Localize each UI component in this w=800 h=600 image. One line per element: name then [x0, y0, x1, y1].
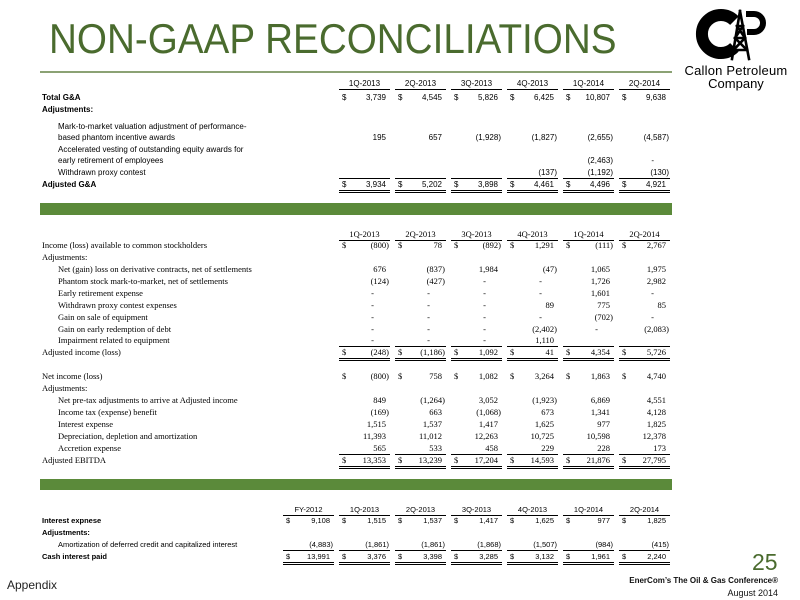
cell-value: 13,239 [418, 455, 442, 465]
cell-value: (2,083) [644, 324, 669, 334]
cell-value: 1,341 [590, 407, 610, 417]
cell-value: (124) [370, 276, 389, 286]
cell-value: 173 [653, 443, 666, 453]
cell-value: 758 [429, 371, 442, 381]
cell-value: 4,921 [645, 180, 666, 189]
row-label: early retirement of employees [58, 156, 164, 165]
cell-value: (169) [370, 407, 389, 417]
cell-value: - [427, 288, 430, 298]
cell-value: (47) [542, 264, 557, 274]
column-header: 4Q-2013 [507, 78, 558, 90]
column-header: 3Q-2013 [451, 504, 502, 516]
dollar-sign: $ [398, 516, 403, 525]
cell-value: 775 [597, 300, 610, 310]
cell-value: - [483, 276, 486, 286]
row-label: Adjustments: [42, 528, 90, 537]
column-header: 1Q-2013 [339, 504, 390, 516]
row-label: Amortization of deferred credit and capitalized interest [58, 540, 238, 549]
cell-value: 13,991 [307, 552, 330, 561]
cell-value: (1,861) [421, 540, 445, 549]
value-cell [619, 551, 670, 565]
cell-value: 228 [597, 443, 610, 453]
cell-value: 1,537 [423, 516, 442, 525]
cell-value: 1,417 [478, 419, 498, 429]
value-cell [563, 551, 614, 565]
column-header: 2Q-2013 [395, 78, 446, 90]
value-cell [283, 515, 334, 526]
cell-value: (248) [370, 347, 389, 357]
cell-value: (1,186) [420, 347, 445, 357]
cell-value: - [483, 335, 486, 345]
cell-value: 11,393 [362, 431, 386, 441]
row-label: Cash interest paid [42, 552, 108, 561]
cell-value: (800) [370, 371, 389, 381]
conference-name: EnerCom’s The Oil & Gas Conference® [629, 576, 778, 585]
value-cell [339, 515, 390, 526]
row-label: based phantom incentive awards [58, 133, 175, 142]
cell-value: - [539, 276, 542, 286]
cell-value: (1,827) [531, 133, 557, 142]
cell-value: (427) [426, 276, 445, 286]
cell-value: 2,767 [646, 240, 666, 250]
cell-value: 663 [429, 407, 442, 417]
cell-value: 676 [373, 264, 386, 274]
cell-value: 1,110 [535, 335, 554, 345]
cell-value: - [483, 324, 486, 334]
value-cell [507, 515, 558, 526]
dollar-sign: $ [342, 455, 347, 465]
row-label: Adjusted G&A [42, 180, 97, 189]
cell-value: 229 [541, 443, 554, 453]
dollar-sign: $ [566, 516, 571, 525]
dollar-sign: $ [622, 240, 627, 250]
cell-value: 3,264 [534, 371, 554, 381]
cell-value: 3,132 [535, 552, 554, 561]
dollar-sign: $ [622, 93, 627, 102]
cell-value: 5,202 [421, 180, 442, 189]
cell-value: - [483, 312, 486, 322]
row-label: Net pre-tax adjustments to arrive at Adjusted income [58, 395, 238, 405]
cell-value: 3,285 [479, 552, 498, 561]
cell-value: 12,263 [474, 431, 498, 441]
row-label: Interest expnese [42, 516, 102, 525]
cell-value: 10,807 [585, 93, 610, 102]
cell-value: 4,496 [589, 180, 610, 189]
cell-value: (1,861) [365, 540, 389, 549]
cell-value: (1,507) [533, 540, 557, 549]
cell-value: 4,354 [590, 347, 610, 357]
row-label: Accretion expense [58, 443, 122, 453]
cell-value: (702) [594, 312, 613, 322]
cell-value: 5,726 [646, 347, 666, 357]
cell-value: (137) [538, 168, 557, 177]
row-label: Depreciation, depletion and amortization [58, 431, 198, 441]
cell-value: 9,638 [645, 93, 666, 102]
dollar-sign: $ [622, 371, 627, 381]
column-header: 2Q-2013 [395, 229, 446, 241]
cell-value: 4,740 [646, 371, 666, 381]
cell-value: - [427, 312, 430, 322]
cell-value: 673 [541, 407, 554, 417]
value-cell [507, 551, 558, 565]
dollar-sign: $ [398, 240, 403, 250]
dollar-sign: $ [398, 180, 403, 189]
cell-value: (984) [595, 540, 613, 549]
dollar-sign: $ [454, 516, 459, 525]
cell-value: - [483, 288, 486, 298]
cell-value: 1,515 [366, 419, 386, 429]
row-label: Income (loss) available to common stockholders [42, 240, 207, 250]
column-header: 1Q-2014 [563, 78, 614, 90]
dollar-sign: $ [286, 516, 291, 525]
dollar-sign: $ [398, 455, 403, 465]
dollar-sign: $ [566, 93, 571, 102]
row-label: Adjustments: [42, 105, 94, 114]
cell-value: 195 [372, 133, 386, 142]
cell-value: 3,398 [423, 552, 442, 561]
cell-value: (2,463) [587, 156, 613, 165]
column-header: 3Q-2013 [451, 78, 502, 90]
cell-value: 1,291 [534, 240, 554, 250]
row-label: Net income (loss) [42, 371, 103, 381]
cell-value: 4,461 [533, 180, 554, 189]
row-label: Gain on early redemption of debt [58, 324, 172, 334]
cell-value: (1,868) [477, 540, 501, 549]
row-label: Gain on sale of equipment [58, 312, 148, 322]
cell-value: - [371, 324, 374, 334]
dollar-sign: $ [454, 371, 459, 381]
cell-value: 1,625 [535, 516, 554, 525]
cell-value: 977 [597, 516, 610, 525]
dollar-sign: $ [398, 93, 403, 102]
value-cell [283, 539, 334, 551]
column-header: 3Q-2013 [451, 229, 502, 241]
dollar-sign: $ [454, 552, 459, 561]
cell-value: 458 [485, 443, 498, 453]
cell-value: 1,825 [646, 419, 666, 429]
row-label: Adjustments: [42, 252, 88, 262]
cell-value: - [427, 300, 430, 310]
cell-value: 10,598 [586, 431, 610, 441]
dollar-sign: $ [510, 455, 515, 465]
dollar-sign: $ [510, 552, 515, 561]
cell-value: 565 [373, 443, 386, 453]
row-label: Withdrawn proxy contest [58, 168, 146, 177]
dollar-sign: $ [454, 93, 459, 102]
cell-value: 1,825 [647, 516, 666, 525]
cell-value: 1,601 [590, 288, 610, 298]
value-cell [619, 539, 670, 551]
cell-value: (130) [650, 168, 669, 177]
cell-value: 3,898 [477, 180, 498, 189]
cell-value: (1,928) [475, 133, 501, 142]
value-cell [395, 551, 446, 565]
dollar-sign: $ [342, 180, 347, 189]
cell-value: 533 [429, 443, 442, 453]
cell-value: 78 [433, 240, 442, 250]
dollar-sign: $ [454, 180, 459, 189]
row-label: Net (gain) loss on derivative contracts, net of settlements [58, 264, 252, 274]
dollar-sign: $ [510, 371, 515, 381]
cell-value: (415) [651, 540, 669, 549]
row-label: Withdrawn proxy contest expenses [58, 300, 177, 310]
dollar-sign: $ [622, 455, 627, 465]
dollar-sign: $ [398, 371, 403, 381]
value-cell [563, 515, 614, 526]
row-label: Accelerated vesting of outstanding equity awards for [58, 145, 244, 154]
column-header: 1Q-2013 [339, 78, 390, 90]
cell-value: 41 [545, 347, 554, 357]
cell-value: 10,725 [530, 431, 554, 441]
dollar-sign: $ [454, 240, 459, 250]
dollar-sign: $ [622, 347, 627, 357]
cell-value: (837) [426, 264, 445, 274]
cell-value: 1,961 [591, 552, 610, 561]
cell-value: 27,795 [642, 455, 666, 465]
cell-value: 977 [597, 419, 610, 429]
dollar-sign: $ [342, 347, 347, 357]
cell-value: - [371, 335, 374, 345]
logo-text-line1: Callon Petroleum [684, 63, 788, 78]
page-number: 25 [752, 549, 778, 575]
cell-value: 6,869 [590, 395, 610, 405]
value-cell [507, 539, 558, 551]
cell-value: 657 [428, 133, 442, 142]
cell-value: (1,264) [420, 395, 445, 405]
dollar-sign: $ [398, 552, 403, 561]
cell-value: - [539, 312, 542, 322]
dollar-sign: $ [566, 371, 571, 381]
row-label: Income tax (expense) benefit [58, 407, 157, 417]
row-label: Adjustments: [42, 383, 88, 393]
dollar-sign: $ [510, 180, 515, 189]
cell-value: (1,192) [587, 168, 613, 177]
cell-value: (800) [370, 240, 389, 250]
cell-value: - [651, 288, 654, 298]
dollar-sign: $ [342, 371, 347, 381]
cell-value: 1,984 [478, 264, 498, 274]
value-cell [339, 551, 390, 565]
row-label: Impairment related to equipment [58, 335, 170, 345]
row-label: Early retirement expense [58, 288, 143, 298]
dollar-sign: $ [622, 180, 627, 189]
dollar-sign: $ [342, 240, 347, 250]
cell-value: (4,883) [309, 540, 333, 549]
value-cell [451, 515, 502, 526]
dollar-sign: $ [566, 240, 571, 250]
cell-value: (4,587) [643, 133, 669, 142]
dollar-sign: $ [622, 552, 627, 561]
cell-value: 1,625 [534, 419, 554, 429]
column-header: 2Q-2014 [619, 78, 670, 90]
dollar-sign: $ [342, 516, 347, 525]
cell-value: 2,982 [646, 276, 666, 286]
dollar-sign: $ [566, 552, 571, 561]
column-header: 1Q-2014 [563, 229, 614, 241]
dollar-sign: $ [566, 455, 571, 465]
cell-value: (1,923) [532, 395, 557, 405]
cell-value: 13,353 [362, 455, 386, 465]
dollar-sign: $ [454, 347, 459, 357]
value-cell [619, 515, 670, 526]
column-header: 2Q-2014 [619, 504, 670, 516]
cell-value: 9,108 [311, 516, 330, 525]
column-header: 1Q-2014 [563, 504, 614, 516]
column-header: FY-2012 [283, 504, 334, 516]
cell-value: - [371, 312, 374, 322]
cell-value: 4,128 [646, 407, 666, 417]
dollar-sign: $ [286, 552, 291, 561]
cell-value: 1,065 [590, 264, 610, 274]
value-cell [283, 551, 334, 565]
cell-value: 1,082 [478, 371, 498, 381]
cell-value: - [651, 312, 654, 322]
cell-value: 1,537 [422, 419, 442, 429]
cell-value: - [651, 156, 654, 165]
cell-value: 1,092 [478, 347, 498, 357]
cell-value: (892) [482, 240, 501, 250]
cell-value: - [427, 335, 430, 345]
cell-value: - [371, 300, 374, 310]
cell-value: (1,068) [476, 407, 501, 417]
dollar-sign: $ [342, 93, 347, 102]
cell-value: (2,402) [532, 324, 557, 334]
cell-value: - [371, 288, 374, 298]
cell-value: 4,551 [646, 395, 666, 405]
dollar-sign: $ [622, 516, 627, 525]
dollar-sign: $ [510, 240, 515, 250]
section-label: Appendix [7, 578, 58, 592]
cell-value: 6,425 [533, 93, 554, 102]
cell-value: 1,975 [646, 264, 666, 274]
row-label: Phantom stock mark-to-market, net of settlements [58, 276, 228, 286]
dollar-sign: $ [510, 93, 515, 102]
cell-value: 3,934 [365, 180, 386, 189]
cell-value: - [595, 324, 598, 334]
cell-value: 12,378 [642, 431, 666, 441]
row-label: Mark-to-market valuation adjustment of performance- [58, 122, 247, 131]
cell-value: 2,240 [647, 552, 666, 561]
row-label: Interest expense [58, 419, 113, 429]
cell-value: 3,376 [367, 552, 386, 561]
dollar-sign: $ [510, 516, 515, 525]
cell-value: 1,726 [590, 276, 610, 286]
row-label: Total G&A [42, 93, 81, 102]
dollar-sign: $ [342, 552, 347, 561]
cell-value: 21,876 [586, 455, 610, 465]
dollar-sign: $ [510, 347, 515, 357]
cell-value: (111) [595, 240, 613, 250]
page-title: NON-GAAP RECONCILIATIONS [49, 15, 617, 62]
cell-value: 1,515 [367, 516, 386, 525]
cell-value: 17,204 [474, 455, 498, 465]
cell-value: 85 [657, 300, 666, 310]
column-header: 1Q-2013 [339, 229, 390, 241]
dollar-sign: $ [454, 455, 459, 465]
cell-value: 3,739 [365, 93, 386, 102]
cell-value: 4,545 [421, 93, 442, 102]
column-header: 2Q-2014 [619, 229, 670, 241]
cell-value: - [539, 288, 542, 298]
conference-date: August 2014 [727, 588, 778, 598]
dollar-sign: $ [566, 180, 571, 189]
column-header: 4Q-2013 [507, 229, 558, 241]
cell-value: 5,826 [477, 93, 498, 102]
value-cell [451, 551, 502, 565]
cell-value: - [427, 324, 430, 334]
logo-text-line2: Company [708, 76, 764, 91]
column-header: 4Q-2013 [507, 504, 558, 516]
column-header: 2Q-2013 [395, 504, 446, 516]
cell-value: 3,052 [478, 395, 498, 405]
cell-value: 89 [545, 300, 554, 310]
cell-value: (2,655) [587, 133, 613, 142]
cell-value: 849 [373, 395, 386, 405]
dollar-sign: $ [566, 347, 571, 357]
value-cell [339, 539, 390, 551]
value-cell [563, 539, 614, 551]
dollar-sign: $ [398, 347, 403, 357]
cell-value: 14,593 [530, 455, 554, 465]
cell-value: 11,012 [418, 431, 442, 441]
value-cell [395, 539, 446, 551]
row-label: Adjusted EBITDA [42, 455, 106, 465]
row-label: Adjusted income (loss) [42, 347, 121, 357]
cell-value: - [483, 300, 486, 310]
cell-value: 1,417 [479, 516, 498, 525]
value-cell [395, 515, 446, 526]
value-cell [451, 539, 502, 551]
cell-value: 1,863 [590, 371, 610, 381]
